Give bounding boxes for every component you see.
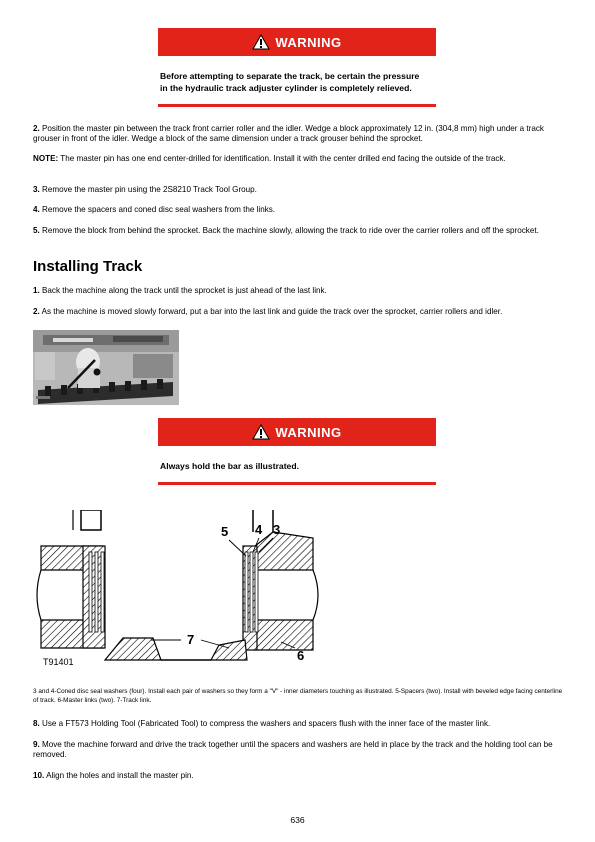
warning-rule-2 bbox=[158, 482, 436, 485]
warning-text-1 bbox=[160, 70, 440, 94]
diagram-caption: 3 and 4-Coned disc seal washers (four). Install each pair of washers so they form a "V" - inner diameters touching as illustrated. 5-Spacers (two). Install with beveled edge facing centerline of track. 6-Master links (two). 7-Track link. bbox=[33, 688, 563, 704]
warning-text-line: Always hold the bar as illustrated. bbox=[160, 461, 299, 471]
machine-photo bbox=[33, 330, 179, 405]
step-3: 3. Remove the master pin using the 2S8210 Track Tool Group. bbox=[33, 185, 257, 194]
warning-text-line: Before attempting to separate the track, be certain the pressure bbox=[160, 71, 420, 81]
step-5: 5. Remove the block from behind the sprocket. Back the machine slowly, allowing the track to ride over the carrier rollers and off the sprocket. bbox=[33, 226, 539, 235]
step-4: 4. Remove the spacers and coned disc seal washers from the links. bbox=[33, 205, 276, 214]
callout-3: 3 bbox=[273, 522, 281, 537]
page-number: 636 bbox=[290, 815, 305, 825]
step-2: 2. Position the master pin between the track front carrier roller and the idler. Wedge a block approximately 12 in. (304,8 mm) high under a track grouser in front of the idler. Wedge a block of the same dimension under a track grouser behind the sprocket. bbox=[33, 124, 544, 144]
callout-4: 4 bbox=[255, 522, 263, 537]
warning-triangle-icon bbox=[252, 424, 270, 440]
callout-5: 5 bbox=[221, 524, 229, 539]
step-install-2: 2. As the machine is moved slowly forward, put a bar into the last link and guide the track over the sprocket, carrier rollers and idler. bbox=[33, 307, 503, 316]
warning-banner-1 bbox=[158, 28, 436, 56]
callout-6: 6 bbox=[297, 648, 305, 663]
warning-rule-1 bbox=[158, 104, 436, 107]
warning-text-2 bbox=[160, 460, 440, 472]
step-10: 10. Align the holes and install the master pin. bbox=[33, 771, 194, 780]
warning-label: WARNING bbox=[275, 424, 342, 440]
warning-triangle-icon bbox=[252, 34, 270, 50]
callout-7: 7 bbox=[187, 632, 195, 647]
note: NOTE: The master pin has one end center-drilled for identification. Install it with the center drilled end facing the outside of the track. bbox=[33, 154, 506, 163]
warning-banner-2 bbox=[158, 418, 436, 446]
figure-id: T91401 bbox=[43, 657, 74, 667]
warning-text-line: in the hydraulic track adjuster cylinder is completely relieved. bbox=[160, 83, 412, 93]
step-9: 9. Move the machine forward and drive the track together until the spacers and washers are held in place by the track and the holding tool can be removed. bbox=[33, 740, 553, 760]
step-install-1: 1. Back the machine along the track until the sprocket is just ahead of the last link. bbox=[33, 286, 327, 295]
step-8: 8. Use a FT573 Holding Tool (Fabricated Tool) to compress the washers and spacers flush with the inner face of the master link. bbox=[33, 719, 491, 728]
track-link-diagram bbox=[33, 510, 333, 670]
section-title: Installing Track bbox=[33, 258, 143, 275]
warning-label: WARNING bbox=[275, 34, 342, 50]
